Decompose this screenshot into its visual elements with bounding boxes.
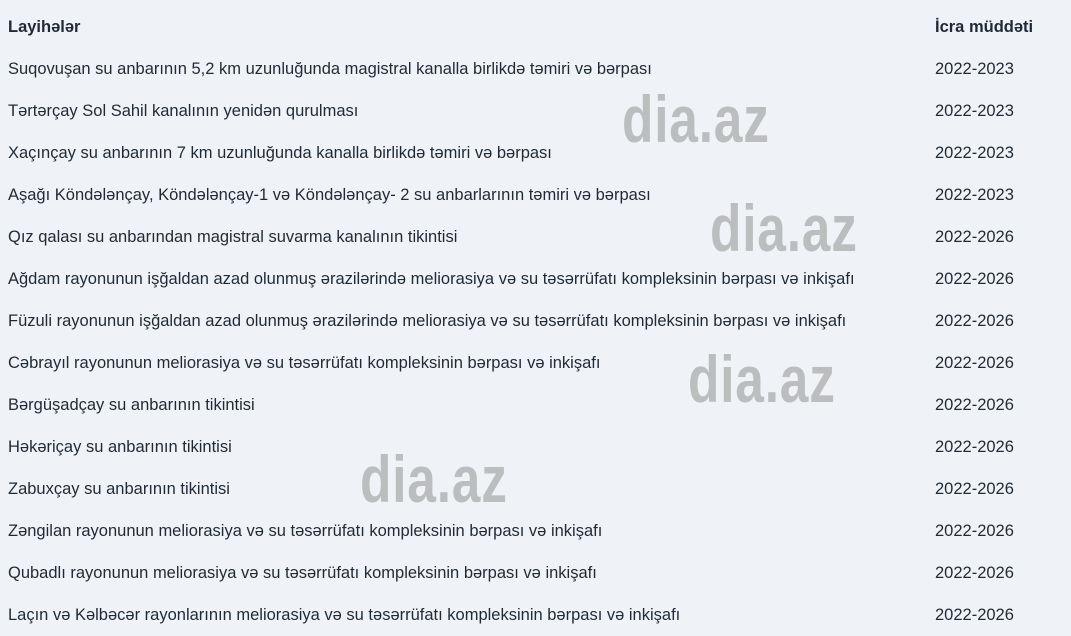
project-name: Cəbrayıl rayonunun meliorasiya və su təsərrüfatı kompleksinin bərpası və inkişafı [8,354,601,372]
project-name: Tərtərçay Sol Sahil kanalının yenidən qurulması [8,102,359,120]
watermark: dia.az [710,191,858,265]
project-name: Xaçınçay su anbarının 7 km uzunluğunda kanalla birlikdə təmiri və bərpası [8,144,552,162]
project-period: 2022-2026 [935,312,1014,330]
table-row [0,174,1071,216]
project-name: Zəngilan rayonunun meliorasiya və su təsərrüfatı kompleksinin bərpası və inkişafı [8,522,603,540]
table-row [0,552,1071,594]
table-row [0,300,1071,342]
project-period: 2022-2026 [935,606,1014,624]
project-period: 2022-2026 [935,480,1014,498]
table-row [0,594,1071,636]
project-period: 2022-2026 [935,522,1014,540]
table-row [0,216,1071,258]
project-name: Ağdam rayonunun işğaldan azad olunmuş ərazilərində meliorasiya və su təsərrüfatı kompleksinin bərpası və inkişafı [8,270,855,288]
project-period: 2022-2026 [935,270,1014,288]
watermark: dia.az [688,342,836,416]
project-name: Həkəriçay su anbarının tikintisi [8,438,232,456]
project-name: Bərgüşadçay su anbarının tikintisi [8,396,255,414]
watermark: dia.az [360,442,508,516]
table-header-row [0,6,1071,48]
project-period: 2022-2026 [935,438,1014,456]
table-row [0,384,1071,426]
project-period: 2022-2026 [935,564,1014,582]
project-period: 2022-2026 [935,354,1014,372]
project-name: Zabuxçay su anbarının tikintisi [8,480,230,498]
table-row [0,132,1071,174]
table-row [0,48,1071,90]
project-period: 2022-2026 [935,396,1014,414]
project-name: Füzuli rayonunun işğaldan azad olunmuş ərazilərində meliorasiya və su təsərrüfatı kompleksinin bərpası və inkişafı [8,312,847,330]
project-period: 2022-2023 [935,102,1014,120]
project-name: Laçın və Kəlbəcər rayonlarının meliorasiya və su təsərrüfatı kompleksinin bərpası və inkişafı [8,606,681,624]
project-name: Aşağı Köndələnçay, Köndələnçay-1 və Köndələnçay- 2 su anbarlarının təmiri və bərpası [8,186,651,204]
project-name: Suqovuşan su anbarının 5,2 km uzunluğunda magistral kanalla birlikdə təmiri və bərpası [8,60,652,78]
table-row [0,258,1071,300]
table-row [0,90,1071,132]
project-period: 2022-2026 [935,228,1014,246]
project-name: Qubadlı rayonunun meliorasiya və su təsərrüfatı kompleksinin bərpası və inkişafı [8,564,597,582]
project-period: 2022-2023 [935,186,1014,204]
project-period: 2022-2023 [935,60,1014,78]
project-name: Qız qalası su anbarından magistral suvarma kanalının tikintisi [8,228,458,246]
table-row [0,342,1071,384]
project-period: 2022-2023 [935,144,1014,162]
header-period: İcra müddəti [935,18,1034,36]
table-row [0,426,1071,468]
table-row [0,468,1071,510]
watermark: dia.az [622,82,770,156]
table-row [0,510,1071,552]
header-projects: Layihələr [8,18,81,36]
